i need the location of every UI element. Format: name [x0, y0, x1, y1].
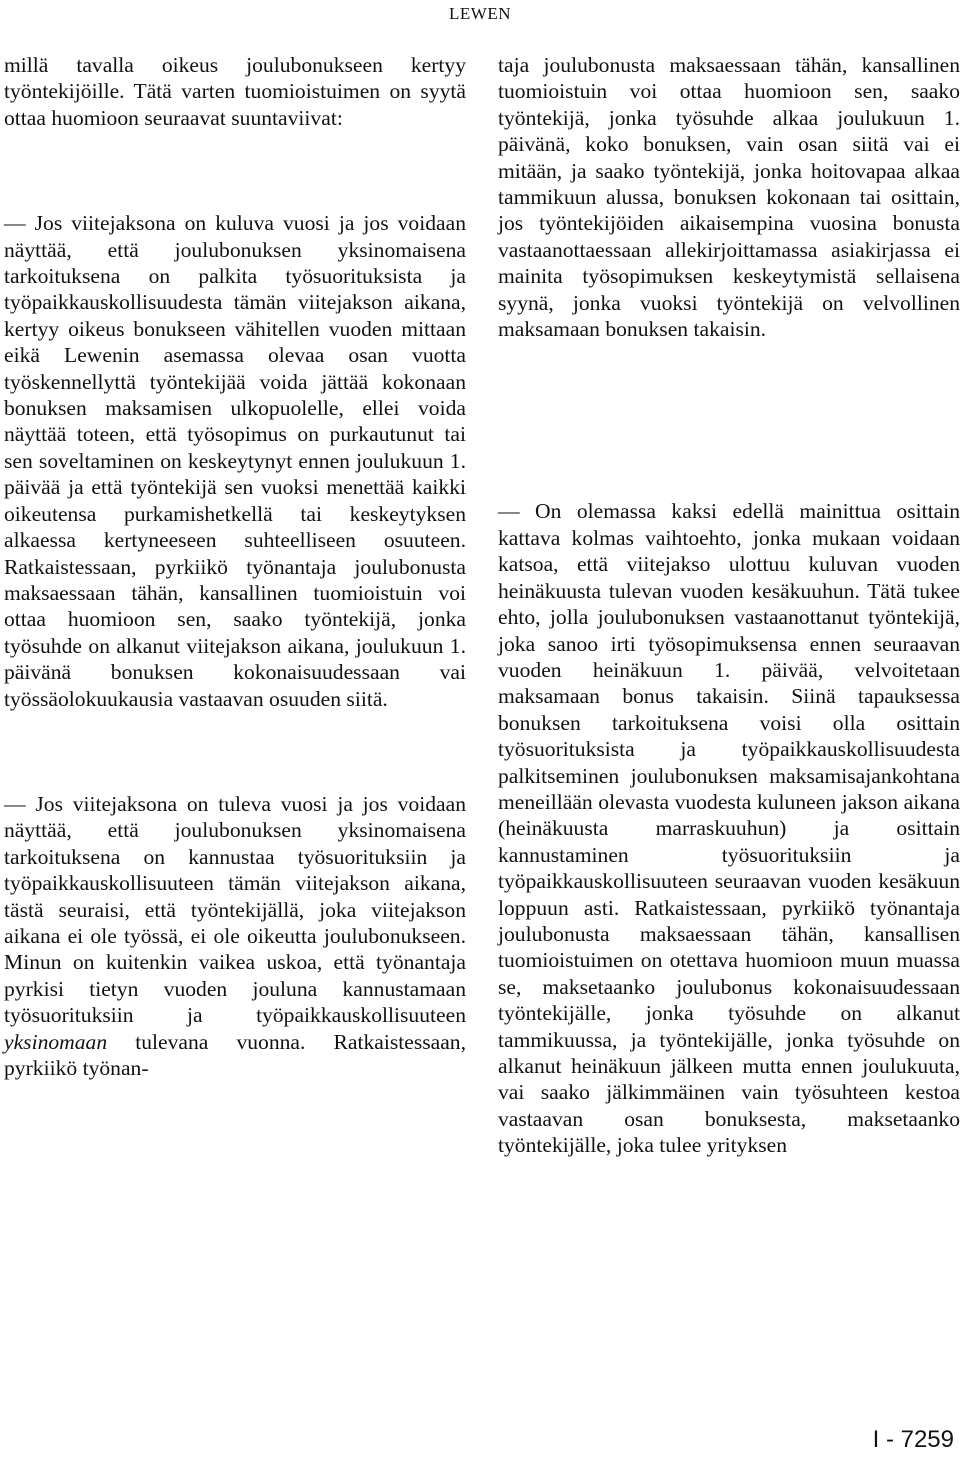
page-number: I - 7259: [872, 1426, 954, 1453]
paragraph-intro: millä tavalla oikeus joulubonukseen kertyy työntekijöille. Tätä varten tuomioistuimen on syytä ottaa huomioon seuraavat suuntaviivat:: [4, 53, 466, 130]
paragraph-continued: taja joulubonusta maksaessaan tähän, kansallinen tuomioistuin voi ottaa huomioon sen, saako työntekijä, jonka työsuhde alkaa joulukuun 1. päivänä, koko bonuksen, vain osan siitä vai ei mitään, ja saako työntekijä, jonka hoitovapaa alkaa tammikuun alussa, bonuksen kokonaan tai osittain, jos työntekijöiden aikaisempina vuosina bonusta vastaanottaessaan allekirjoittamassa asiakirjassa ei mainita työsopimuksen keskeytymistä sellaisena syynä, jonka vuoksi työntekijä on velvollinen maksamaan bonuksen takaisin.: [498, 53, 960, 342]
right-column: [498, 52, 960, 1159]
emphasis-exclusively: yksinomaan: [4, 1029, 108, 1054]
paragraph-third-alternative: — On olemassa kaksi edellä mainittua osittain kattava kolmas vaihtoehto, jonka mukaan voidaan katsoa, että viitejakso ulottuu kuluvan vuoden heinäkuusta tulevan vuoden kesäkuuhun. Tätä tukee ehto, jolla joulubonuksen vastaanottanut työntekijä, joka sanoo irti työsopimuksensa ennen seuraavan vuoden heinäkuun 1. päivää, velvoitetaan maksamaan bonus takaisin. Siinä tapauksessa bonuksen tarkoituksena voisi olla osittain työsuorituksista ja työpaikkauskollisuudesta palkitseminen joulubonuksen maksamisajankohtana meneillään olevasta vuodesta kuluneen jakson aikana (heinäkuusta marraskuuhun) ja osittain kannustaminen työsuorituksiin ja työpaikkauskollisuuteen seuraavan vuoden kesäkuun loppuun asti. Ratkaistessaan, pyrkiikö työnantaja joulubonusta maksaessaan tähän, kansallisen tuomioistuimen on otettava huomioon muun muassa se, maksetaanko joulubonus kokonaisuudessaan työntekijälle, jonka työsuhde on alkanut tammikuussa, ja työntekijälle, jonka työsuhde on alkanut heinäkuun jälkeen mutta ennen joulukuuta, vai saako jälkimmäinen vain työsuhteen kestoa vastaavan osan bonuksesta, maksetaanko työntekijälle, joka tulee yrityksen: [498, 499, 960, 1158]
paragraph-current-year-criterion: — Jos viitejaksona on kuluva vuosi ja jos voidaan näyttää, että joulubonuksen yksinomaisena tarkoituksena on palkita työsuorituksista ja työpaikkauskollisuudesta tämän viitejakson aikana, kertyy oikeus bonukseen vähitellen vuoden mittaan eikä Lewenin asemassa olevaa osan vuotta työskennellyttä työntekijää voida jättää kokonaan bonuksen maksamisen ulkopuolelle, ellei voida näyttää toteen, että työsopimus on purkautunut tai sen soveltaminen on keskeytynyt ennen joulukuun 1. päivää ja että työntekijä sen vuoksi menettää kaikki oikeutensa purkamishetkellä tai keskeytyksen alkaessa kertyneeseen suhteelliseen osuuteen. Ratkaistessaan, pyrkiikö työnantaja joulubonusta maksaessaan tähän, kansallinen tuomioistuin voi ottaa huomioon sen, saako työntekijä, jonka työsuhde on alkanut viitejakson aikana, joulukuun 1. päivänä bonuksen kokonaisuudessaan vai työssäolokuukausia vastaavan osuuden siitä.: [4, 211, 466, 711]
paragraph-coming-year-criterion: [4, 791, 466, 1081]
running-header: LEWEN: [449, 4, 511, 23]
paragraph-coming-year-text-end: tulevana vuonna. Ratkaistessaan, pyrkiikö työnan-: [4, 1029, 466, 1080]
paragraph-coming-year-text-start: — Jos viitejaksona on tuleva vuosi ja jos voidaan näyttää, että joulubonuksen yksinomaisena tarkoituksena on kannustaa työsuorituksiin ja työpaikkauskollisuuteen tämän viitejakson aikana, tästä seuraisi, että työntekijällä, joka viitejakson aikana ei ole työssä, ei ole oikeutta joulubonukseen. Minun on kuitenkin vaikea uskoa, että työnantaja pyrkisi tietyn vuoden jouluna kannustamaan työsuorituksiin ja työpaikkauskollisuuteen: [4, 791, 466, 1028]
left-column: [4, 52, 466, 1081]
